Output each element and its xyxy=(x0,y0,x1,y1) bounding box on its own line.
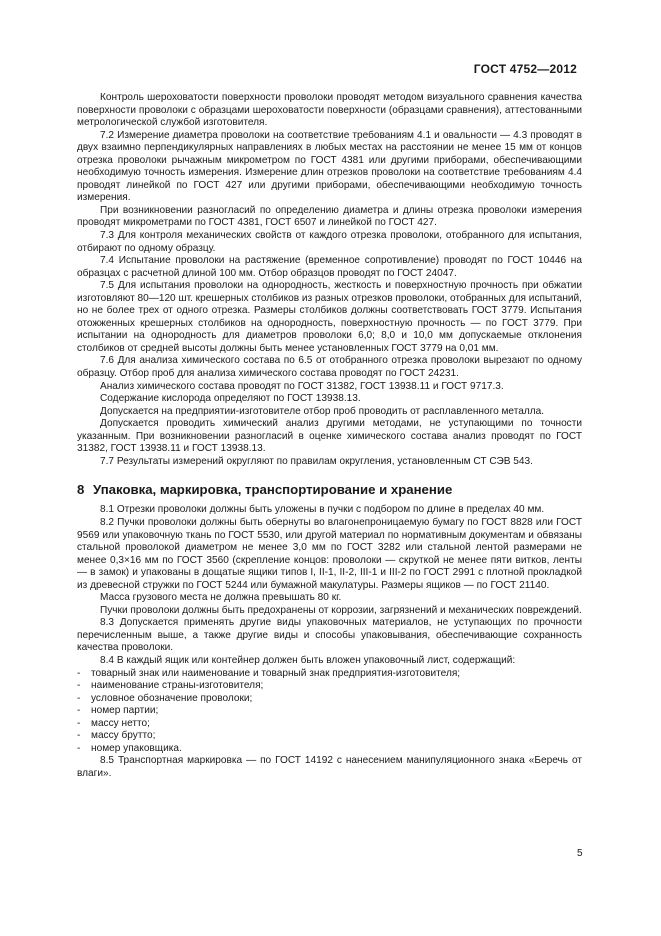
paragraph: 7.4 Испытание проволоки на растяжение (временное сопротивление) проводят по ГОСТ 10446 на образцах с расчетной длиной 100 мм. Отбор образцов проводят по ГОСТ 24047. xyxy=(77,255,582,279)
paragraph: Содержание кислорода определяют по ГОСТ 13938.13. xyxy=(100,393,361,405)
paragraph: Допускается проводить химический анализ другими методами, не уступающими по точности указанным. При возникновении разногласий в оценке химического состава анализ проводят по ГОСТ 31382, ГОСТ 13938.11 и ГОСТ 13938.13. xyxy=(77,418,582,455)
paragraph: Анализ химического состава проводят по ГОСТ 31382, ГОСТ 13938.11 и ГОСТ 9717.3. xyxy=(100,380,504,392)
paragraph: 8.5 Транспортная маркировка — по ГОСТ 14192 с нанесением манипуляционного знака «Беречь от влаги». xyxy=(77,755,582,779)
paragraph: 8.1 Отрезки проволоки должны быть уложены в пучки с подбором по длине в пределах 40 мм. xyxy=(100,504,545,516)
document-code-header: ГОСТ 4752—2012 xyxy=(473,62,577,76)
paragraph: 8.2 Пучки проволоки должны быть обернуты во влагонепроницаемую бумагу по ГОСТ 8828 или ГОСТ 9569 или упаковочную ткань по ГОСТ 5530, или другой материал по нормативным документам и обвязаны стальной проволокой диаметром не менее 3,0 мм по ГОСТ 3282 или стальной лентой размерами не менее 0,3×16 мм по ГОСТ 3560 (скрепление концов: проволоки — скруткой не менее пяти витков, ленты — в замок) и упакованы в дощатые ящики типов I, II-1, II-2, III-1 и III-2 по ГОСТ 2991 с плотной прокладкой из древесной стружки по ГОСТ 5244 или бумажной макулатуры. Размеры ящиков — по ГОСТ 21140. xyxy=(77,516,582,591)
list-item: - товарный знак или наименование и товарный знак предприятия-изготовителя; xyxy=(77,667,461,679)
paragraph: 7.5 Для испытания проволоки на однородность, жесткость и поверхностную прочность при обжатии изготовляют 80—120 шт. крешерных столбиков из разных отрезков проволоки, отобранных для испытаний, но не более трех от одного отрезка. Размеры столбиков должны соответствовать ГОСТ 3779. Испытания отожженных крешерных столбиков на однородность, поверхностную прочность — по ГОСТ 3779. При испытании на однородность для диаметров проволоки 6,0; 8,0 и 10,0 мм допускаемые отклонения столбиков от средней высоты должны быть менее установленных ГОСТ 3779 на 0,01 мм. xyxy=(77,280,582,354)
packing-list-items xyxy=(77,668,582,756)
paragraph: При возникновении разногласий по определению диаметра и длины отрезка проволоки измерения проводят микрометрами по ГОСТ 4381, ГОСТ 6507 и линейкой по ГОСТ 427. xyxy=(77,204,582,229)
paragraph: 8.4 В каждый ящик или контейнер должен быть вложен упаковочный лист, содержащий: xyxy=(100,654,516,666)
section-title-text: Упаковка, маркировка, транспортирование и хранение xyxy=(93,482,453,498)
list-item: - массу брутто; xyxy=(77,730,156,742)
list-item: - номер упаковщика. xyxy=(77,742,182,754)
paragraph: Контроль шероховатости поверхности проволоки проводят методом визуального сравнения качества поверхности проволоки с образцами шероховатости поверхности (образцами сравнения), аттестованными метрологической службой изготовителя. xyxy=(77,92,582,129)
paragraph: Допускается на предприятии-изготовителе отбор проб проводить от расплавленного металла. xyxy=(100,405,545,417)
paragraph: Пучки проволоки должны быть предохранены от коррозии, загрязнений и механических повреждений. xyxy=(100,604,582,616)
list-item: - условное обозначение проволоки; xyxy=(77,692,253,704)
paragraph: 7.6 Для анализа химического состава по 6.5 от отобранного отрезка проволоки вырезают по одному образцу. Отбор проб для анализа химического состава проводят по ГОСТ 24231. xyxy=(77,355,582,380)
paragraph: 8.3 Допускается применять другие виды упаковочных материалов, не уступающих по прочности перечисленным выше, а также другие виды и способы упаковывания, обеспечивающие сохранность качества проволоки. xyxy=(77,617,582,654)
paragraph: 7.7 Результаты измерений округляют по правилам округления, установленным СТ СЭВ 543. xyxy=(100,455,533,467)
paragraph: Масса грузового места не должна превышать 80 кг. xyxy=(100,592,342,604)
page-number: 5 xyxy=(577,848,583,859)
section-heading xyxy=(77,482,582,498)
paragraph: 7.3 Для контроля механических свойств от каждого отрезка проволоки, отобранного для испытания, отбирают по одному образцу. xyxy=(77,230,582,254)
list-item: - массу нетто; xyxy=(77,717,150,729)
document-body xyxy=(77,92,582,780)
list-item: - наименование страны-изготовителя; xyxy=(77,680,264,692)
section-number: 8 xyxy=(77,482,85,498)
paragraph: 7.2 Измерение диаметра проволоки на соответствие требованиям 4.1 и овальности — 4.3 проводят в двух взаимно перпендикулярных направлениях в любых местах на расстоянии не менее 15 мм от концов отрезка проволоки рычажным микрометром по ГОСТ 4381 или другими приборами, обеспечивающими необходимую точность измерения. Измерение длин отрезков проволоки на соответствие требованиям 4.4 проводят линейкой по ГОСТ 427 или другими приборами, обеспечивающими необходимую точность измерения. xyxy=(77,129,582,204)
list-item: - номер партии; xyxy=(77,705,159,717)
